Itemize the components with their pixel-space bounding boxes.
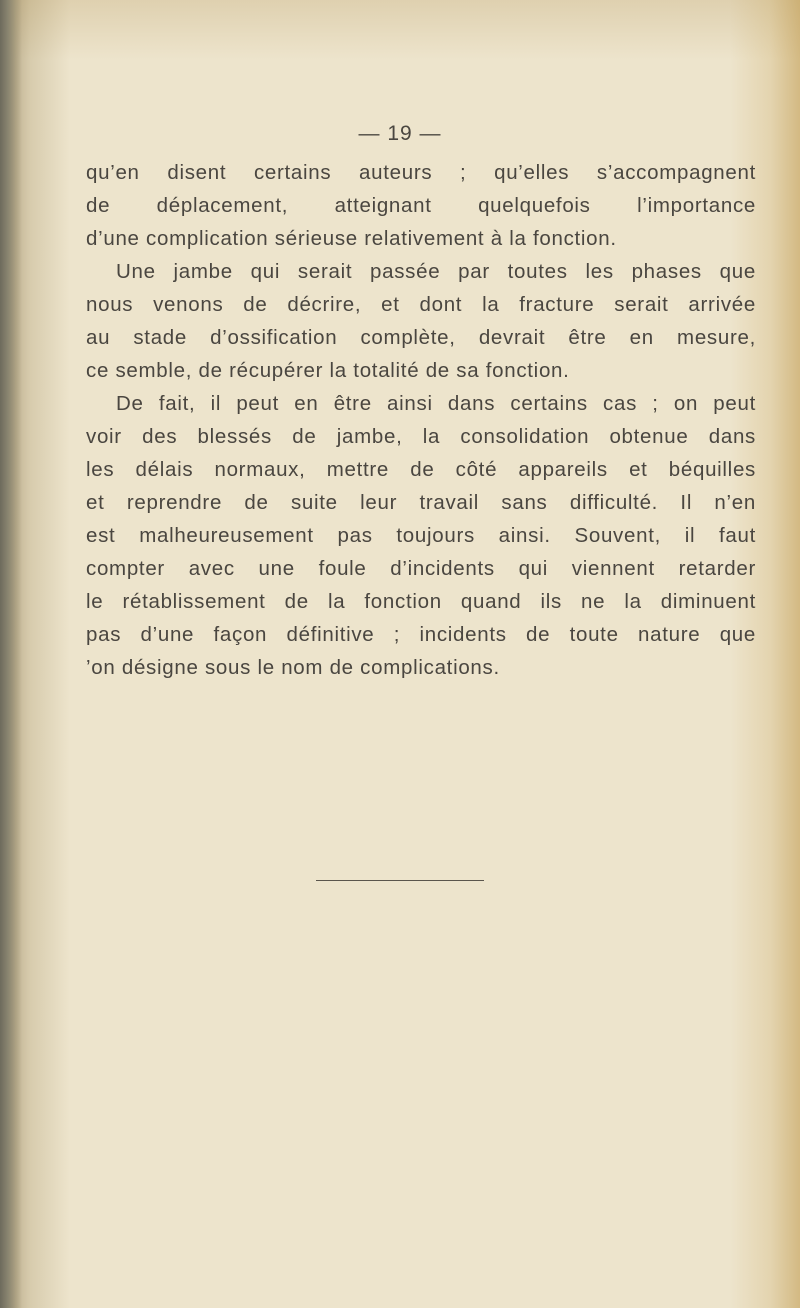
text-line: de déplacement, atteignant quelquefois l’importance: [86, 194, 756, 217]
text-line: les délais normaux, mettre de côté appareils et béquilles: [86, 458, 756, 481]
end-of-section-rule: [316, 880, 484, 881]
text-line: voir des blessés de jambe, la consolidation obtenue dans: [86, 425, 756, 448]
text-line: ’on désigne sous le nom de complications.: [86, 656, 500, 679]
text-line: au stade d’ossification complète, devrait être en mesure,: [86, 326, 756, 349]
body-text: [86, 156, 756, 684]
text-line: pas d’une façon définitive ; incidents de toute nature que: [86, 623, 756, 646]
text-line: le rétablissement de la fonction quand ils ne la diminuent: [86, 590, 756, 613]
text-line: nous venons de décrire, et dont la fracture serait arrivée: [86, 293, 756, 316]
text-line: De fait, il peut en être ainsi dans certains cas ; on peut: [116, 392, 756, 415]
page-number: — 19 —: [358, 122, 442, 145]
text-line: ce semble, de récupérer la totalité de sa fonction.: [86, 359, 570, 382]
page-binding-edge: [0, 0, 22, 1308]
text-line: est malheureusement pas toujours ainsi. Souvent, il faut: [86, 524, 756, 547]
text-line: d’une complication sérieuse relativement à la fonction.: [86, 227, 617, 250]
text-line: et reprendre de suite leur travail sans difficulté. Il n’en: [86, 491, 756, 514]
text-line: qu’en disent certains auteurs ; qu’elles s’accompagnent: [86, 161, 756, 184]
text-line: compter avec une foule d’incidents qui viennent retarder: [86, 557, 756, 580]
text-line: Une jambe qui serait passée par toutes les phases que: [116, 260, 756, 283]
